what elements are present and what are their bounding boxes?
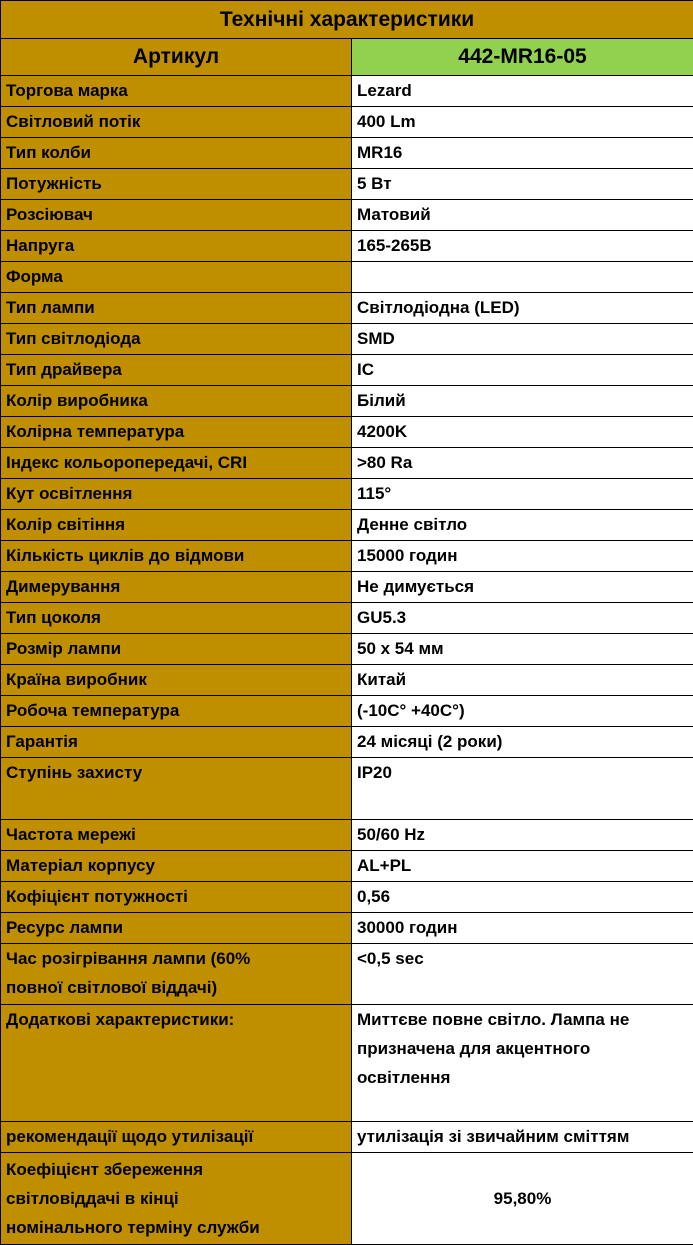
table-row <box>1 1153 693 1245</box>
spec-label: Кофіцієнт потужності <box>1 882 352 913</box>
spec-label: Торгова марка <box>1 76 352 107</box>
spec-label: Потужність <box>1 169 352 200</box>
spec-value: IP20 <box>352 758 693 820</box>
table-row <box>1 727 693 758</box>
spec-label: Матеріал корпусу <box>1 851 352 882</box>
spec-label: Розмір лампи <box>1 634 352 665</box>
spec-label: Тип цоколя <box>1 603 352 634</box>
spec-value: 400 Lm <box>352 107 693 138</box>
spec-label: Колір виробника <box>1 386 352 417</box>
table-row <box>1 820 693 851</box>
table-row <box>1 541 693 572</box>
table-row <box>1 76 693 107</box>
spec-value <box>352 262 693 293</box>
spec-label: Коефіцієнт збереження світловіддачі в кінці номінального терміну служби <box>1 1153 352 1245</box>
spec-label: Тип колби <box>1 138 352 169</box>
spec-label: Кут освітлення <box>1 479 352 510</box>
spec-value: 30000 годин <box>352 913 693 944</box>
spec-value: 0,56 <box>352 882 693 913</box>
table-row <box>1 572 693 603</box>
table-row <box>1 293 693 324</box>
spec-value: 115° <box>352 479 693 510</box>
spec-value: 50 х 54 мм <box>352 634 693 665</box>
spec-value: Миттєве повне світло. Лампа не призначена для акцентного освітлення <box>352 1005 693 1122</box>
article-value: 442-MR16-05 <box>352 39 693 76</box>
spec-label: Країна виробник <box>1 665 352 696</box>
spec-value: 5 Вт <box>352 169 693 200</box>
spec-label: Розсіювач <box>1 200 352 231</box>
spec-label: Ступінь захисту <box>1 758 352 820</box>
table-row <box>1 1005 693 1122</box>
table-row <box>1 231 693 262</box>
spec-value: >80 Ra <box>352 448 693 479</box>
table-row <box>1 479 693 510</box>
spec-label: Колірна температура <box>1 417 352 448</box>
table-row <box>1 665 693 696</box>
table-row <box>1 696 693 727</box>
spec-label: Тип лампи <box>1 293 352 324</box>
spec-value: Не димується <box>352 572 693 603</box>
spec-value: 95,80% <box>352 1153 693 1245</box>
spec-label: рекомендації щодо утилізації <box>1 1122 352 1153</box>
table-row <box>1 417 693 448</box>
spec-value: Матовий <box>352 200 693 231</box>
table-row <box>1 355 693 386</box>
table-row <box>1 200 693 231</box>
spec-label: Час розігрівання лампи (60% повної світлової віддачі) <box>1 944 352 1005</box>
spec-value: 50/60 Hz <box>352 820 693 851</box>
table-row <box>1 448 693 479</box>
spec-value: MR16 <box>352 138 693 169</box>
article-row <box>1 39 693 76</box>
spec-label: Тип світлодіода <box>1 324 352 355</box>
table-row <box>1 851 693 882</box>
spec-value: Денне світло <box>352 510 693 541</box>
table-row <box>1 169 693 200</box>
spec-label: Димерування <box>1 572 352 603</box>
spec-label: Додаткові характеристики: <box>1 1005 352 1122</box>
table-row <box>1 1122 693 1153</box>
table-row <box>1 634 693 665</box>
spec-label: Світловий потік <box>1 107 352 138</box>
spec-value: 4200K <box>352 417 693 448</box>
spec-value: Білий <box>352 386 693 417</box>
table-row <box>1 107 693 138</box>
spec-value: утилізація зі звичайним сміттям <box>352 1122 693 1153</box>
spec-label: Гарантія <box>1 727 352 758</box>
spec-label: Частота мережі <box>1 820 352 851</box>
spec-value: Світлодіодна (LED) <box>352 293 693 324</box>
spec-label: Колір світіння <box>1 510 352 541</box>
spec-value: 24 місяці (2 роки) <box>352 727 693 758</box>
article-label: Артикул <box>1 39 352 76</box>
spec-value: SMD <box>352 324 693 355</box>
table-row <box>1 603 693 634</box>
table-row <box>1 758 693 820</box>
spec-label: Форма <box>1 262 352 293</box>
spec-value: Lezard <box>352 76 693 107</box>
table-row <box>1 944 693 1005</box>
table-row <box>1 510 693 541</box>
spec-label: Кількість циклів до відмови <box>1 541 352 572</box>
spec-label: Робоча температура <box>1 696 352 727</box>
table-row <box>1 324 693 355</box>
spec-value: 165-265В <box>352 231 693 262</box>
spec-value: GU5.3 <box>352 603 693 634</box>
spec-value: <0,5 sec <box>352 944 693 1005</box>
spec-value: AL+PL <box>352 851 693 882</box>
spec-value: IC <box>352 355 693 386</box>
table-row <box>1 262 693 293</box>
spec-value: Китай <box>352 665 693 696</box>
table-title: Технічні характеристики <box>1 1 693 39</box>
table-title-row <box>1 1 693 39</box>
table-row <box>1 138 693 169</box>
spec-label: Тип драйвера <box>1 355 352 386</box>
spec-label: Ресурс лампи <box>1 913 352 944</box>
table-row <box>1 882 693 913</box>
table-row <box>1 386 693 417</box>
spec-value: (-10C° +40C°) <box>352 696 693 727</box>
spec-label: Індекс кольоропередачі, CRI <box>1 448 352 479</box>
table-row <box>1 913 693 944</box>
spec-value: 15000 годин <box>352 541 693 572</box>
spec-label: Напруга <box>1 231 352 262</box>
